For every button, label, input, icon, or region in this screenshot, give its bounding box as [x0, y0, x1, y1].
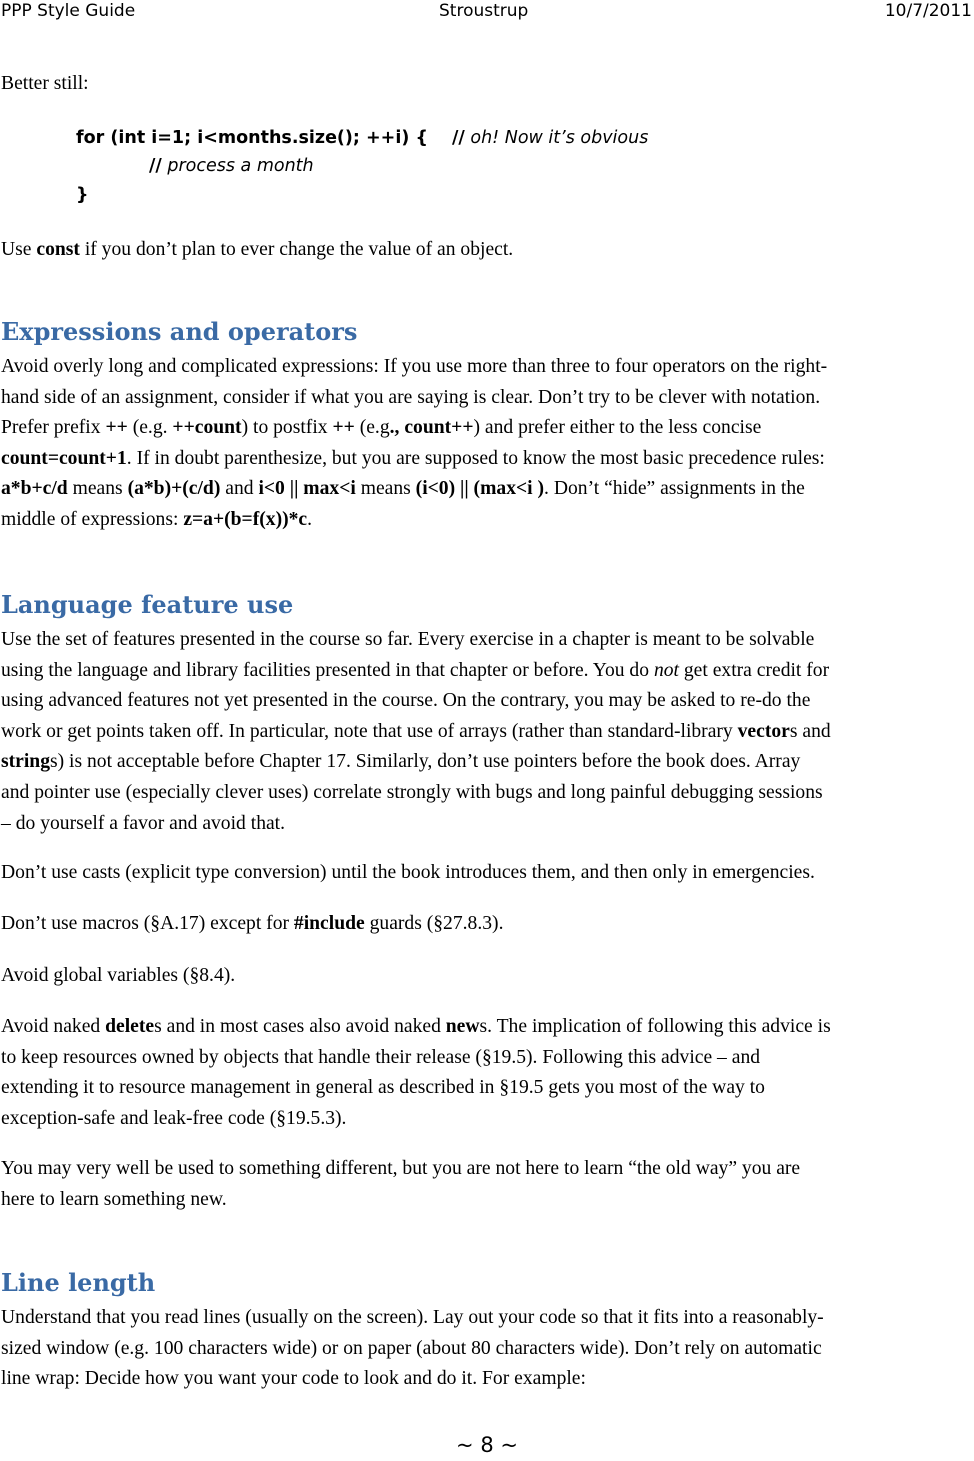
text-run: get extra credit for [678, 659, 830, 681]
text-run: s and [789, 720, 831, 742]
code-token: ., count++ [389, 417, 474, 439]
code-token: i<0 || max<i [258, 478, 356, 500]
comment-text: process a month [161, 156, 314, 176]
text-line [1, 474, 973, 505]
code-token: (a*b)+(c/d) [127, 478, 221, 500]
language-paragraph-old-way [1, 1154, 973, 1215]
code-token: ++ [332, 417, 355, 439]
comment-slashes: // [452, 128, 465, 148]
text-run: guards (§27.8.3). [364, 913, 504, 934]
code-token: ++ [105, 417, 128, 439]
text-line: – do yourself a favor and avoid that. [1, 812, 286, 834]
language-paragraph-naked-delete [1, 1012, 973, 1134]
code-token: count=count+1 [1, 447, 127, 469]
code-token: vector [737, 720, 790, 742]
code-line-3 [76, 181, 88, 209]
language-paragraph-globals: Avoid global variables (§8.4). [1, 965, 236, 986]
expressions-paragraph [1, 352, 973, 536]
text-line: exception-safe and leak-free code (§19.5.3). [1, 1107, 347, 1129]
language-paragraph-1 [1, 625, 973, 839]
text-run: Use [1, 239, 37, 260]
code-token: #include [293, 913, 365, 934]
header-author: Stroustrup [439, 1, 529, 21]
text-run: means [355, 478, 416, 500]
text-line: to keep resources owned by objects that handle their release (§19.5). Following this advice – and [1, 1046, 761, 1068]
text-line: extending it to resource management in general as described in §19.5 gets you most of the way to [1, 1077, 765, 1099]
code-token: new [445, 1016, 480, 1037]
comment-text: oh! Now it’s obvious [464, 128, 649, 148]
language-paragraph-macros [1, 909, 973, 940]
text-run: s) is not acceptable before Chapter 17. Similarly, don’t use pointers before the book does. Array [49, 751, 801, 773]
text-line: using advanced features not yet presented in the course. On the contrary, you may be asked to re-do the [1, 690, 811, 712]
code-token: z=a+(b=f(x))*c [183, 508, 308, 530]
text-run: . Don’t “hide” assignments in the [544, 478, 805, 500]
text-line [1, 505, 973, 536]
text-run: using the language and library facilities presented in that chapter or before. You do [1, 659, 654, 681]
text-line: and pointer use (especially clever uses) correlate strongly with bugs and long painful debugging sessions [1, 781, 823, 803]
text-run: ) to postfix [241, 417, 333, 439]
code-closing-brace: } [76, 185, 89, 205]
text-run: . [307, 508, 313, 530]
text-line [1, 1012, 973, 1043]
running-header [0, 0, 974, 24]
text-run: (e.g. [127, 417, 173, 439]
text-line [1, 413, 973, 444]
header-date: 10/7/2011 [884, 1, 972, 21]
code-token: delete [105, 1016, 155, 1037]
heading-line-length: Line length [1, 1268, 156, 1297]
text-run: s. The implication of following this advice is [479, 1016, 831, 1037]
language-paragraph-casts: Don’t use casts (explicit type conversion) until the book introduces them, and then only in emergencies. [1, 862, 815, 883]
text-run: Avoid naked [1, 1016, 106, 1037]
text-line: Use the set of features presented in the course so far. Every exercise in a chapter is meant to be solvable [1, 629, 815, 650]
text-run: middle of expressions: [1, 508, 184, 530]
text-run: s and in most cases also avoid naked [154, 1016, 446, 1037]
text-run: Don’t use macros (§A.17) except for [1, 913, 294, 934]
const-tip [1, 235, 973, 266]
text-run: ) and prefer either to the less concise [473, 417, 762, 439]
text-line [1, 717, 973, 748]
better-still-text: Better still: [1, 73, 89, 94]
text-run: means [67, 478, 128, 500]
text-line: sized window (e.g. 100 characters wide) or on paper (about 80 characters wide). Don’t rely on automatic [1, 1337, 822, 1359]
text-run: Prefer prefix [1, 417, 106, 439]
text-line: Avoid overly long and complicated expressions: If you use more than three to four operators on the right- [1, 356, 828, 377]
code-for-statement: for (int i=1; i<months.size(); ++i) { [76, 128, 428, 148]
text-line: Understand that you read lines (usually on the screen). Lay out your code so that it fits into a reasonably- [1, 1307, 824, 1328]
heading-expressions-and-operators: Expressions and operators [1, 317, 358, 346]
text-line [1, 747, 973, 778]
text-line: line wrap: Decide how you want your code to look and do it. For example: [1, 1368, 586, 1390]
code-line-1-comment [452, 124, 648, 152]
text-run: . If in doubt parenthesize, but you are supposed to know the most basic precedence rules: [126, 447, 825, 469]
text-line: You may very well be used to something different, but you are not here to learn “the old way” you are [1, 1158, 801, 1179]
emphasis: not [653, 659, 679, 681]
comment-slashes: // [149, 156, 162, 176]
text-run: work or get points taken off. In particular, note that use of arrays (rather than standard-library [1, 720, 738, 742]
text-run: and [220, 478, 259, 500]
header-doc-title: PPP Style Guide [1, 1, 136, 21]
text-run: (e.g [354, 417, 390, 439]
page-number: ~ 8 ~ [456, 1433, 518, 1457]
text-line: hand side of an assignment, consider if what you are saying is clear. Don’t try to be clever with notation. [1, 386, 821, 408]
code-line-2-comment [149, 152, 314, 180]
line-length-paragraph [1, 1303, 973, 1395]
code-line-1 [76, 124, 428, 152]
heading-language-feature-use: Language feature use [1, 590, 294, 619]
text-line: here to learn something new. [1, 1188, 227, 1210]
code-token: ++count [172, 417, 242, 439]
text-line [1, 444, 973, 475]
text-line [1, 656, 973, 687]
code-token: (i<0) || (max<i ) [415, 478, 545, 500]
code-token: a*b+c/d [1, 478, 68, 500]
keyword-const: const [36, 239, 80, 260]
code-token: string [1, 751, 50, 773]
text-run: if you don’t plan to ever change the value of an object. [79, 239, 514, 260]
